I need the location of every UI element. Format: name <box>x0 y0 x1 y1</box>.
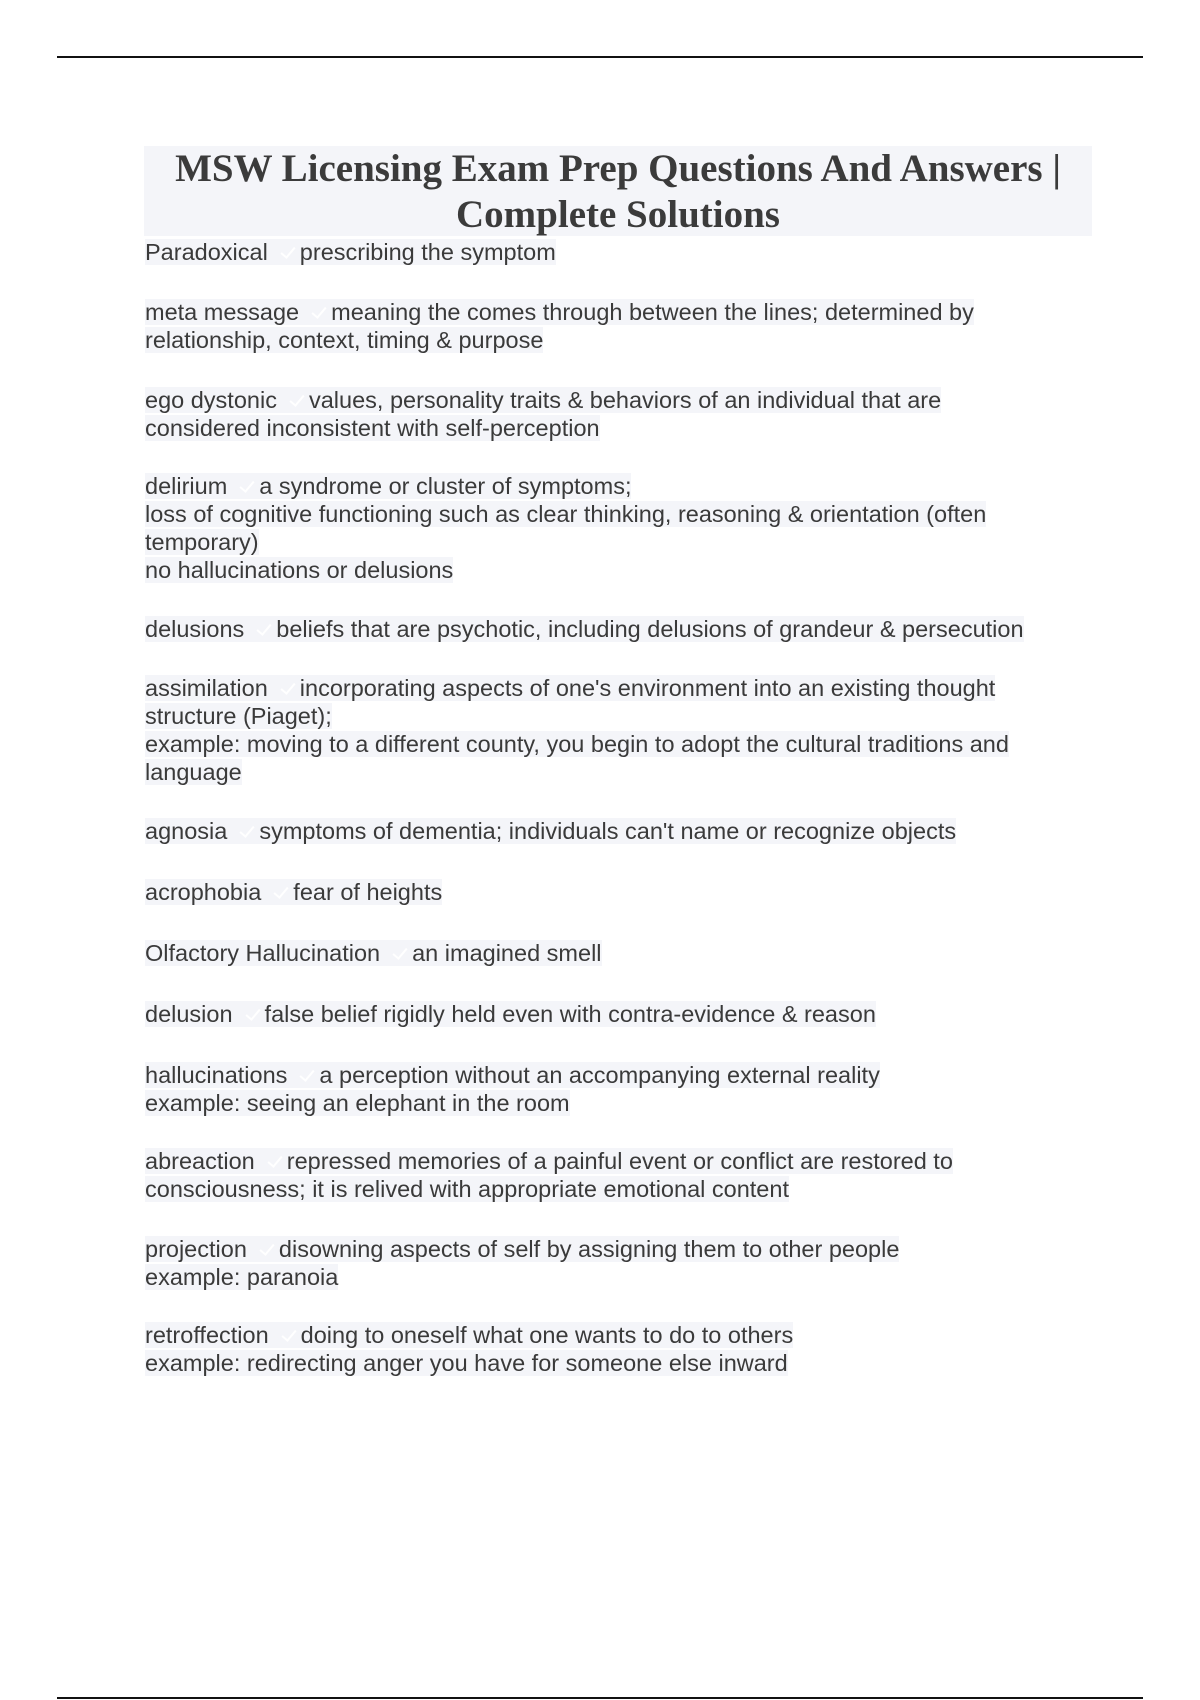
entry-term: abreaction <box>145 1148 255 1174</box>
entry-definition-text: no hallucinations or delusions <box>145 557 454 583</box>
entry-first-line <box>145 238 1085 266</box>
entry-line-highlight <box>145 1264 338 1290</box>
entry-definition-text: fear of heights <box>293 879 443 905</box>
entry-line-highlight <box>145 1350 788 1376</box>
check-icon <box>277 242 299 264</box>
entry-definition-text: example: redirecting anger you have for someone else inward <box>145 1350 788 1376</box>
check-icon <box>253 619 275 641</box>
entry-continuation-line <box>145 1089 1085 1117</box>
entry-line-highlight <box>145 1090 570 1116</box>
entry-line-highlight <box>145 1176 789 1202</box>
entry-definition-text: considered inconsistent with self-perception <box>145 415 600 441</box>
entry-line-highlight <box>145 415 600 441</box>
entry-definition-text: language <box>145 759 242 785</box>
entry-first-line <box>145 298 1085 326</box>
flashcard-entry <box>145 674 1085 786</box>
entry-first-line <box>145 939 1085 967</box>
entry-line-highlight <box>145 1148 953 1174</box>
entry-continuation-line <box>145 758 1085 786</box>
flashcard-entry <box>145 1235 1085 1291</box>
check-icon <box>256 1239 278 1261</box>
entry-term: Olfactory Hallucination <box>145 940 381 966</box>
entry-line-highlight <box>145 1001 876 1027</box>
entry-definition-text: example: seeing an elephant in the room <box>145 1090 570 1116</box>
entry-term: projection <box>145 1236 247 1262</box>
flashcard-entry <box>145 1321 1085 1377</box>
entry-line-highlight <box>145 940 602 966</box>
entry-term: Paradoxical <box>145 239 268 265</box>
check-icon <box>270 882 292 904</box>
entry-definition-text: beliefs that are psychotic, including delusions of grandeur & persecution <box>276 616 1024 642</box>
entry-continuation-line <box>145 414 1085 442</box>
entry-line-highlight <box>145 387 941 413</box>
entry-continuation-line <box>145 556 1085 584</box>
entry-first-line <box>145 1000 1085 1028</box>
entry-term: delusions <box>145 616 245 642</box>
check-icon <box>277 678 299 700</box>
entry-definition-text: false belief rigidly held even with contra-evidence & reason <box>264 1001 876 1027</box>
entry-line-highlight <box>145 879 442 905</box>
entry-line-highlight <box>145 818 956 844</box>
entry-first-line <box>145 878 1085 906</box>
entry-definition-text: symptoms of dementia; individuals can't name or recognize objects <box>259 818 957 844</box>
entry-definition-text: repressed memories of a painful event or conflict are restored to <box>286 1148 953 1174</box>
bottom-divider <box>57 1697 1143 1699</box>
entry-definition-text: loss of cognitive functioning such as clear thinking, reasoning & orientation (often <box>145 501 987 527</box>
entry-first-line <box>145 386 1085 414</box>
check-icon <box>389 943 411 965</box>
flashcard-list <box>145 238 1085 1377</box>
entry-continuation-line <box>145 730 1085 758</box>
entry-line-highlight <box>145 327 543 353</box>
entry-line-highlight <box>145 1236 899 1262</box>
entry-term: ego dystonic <box>145 387 277 413</box>
entry-first-line <box>145 817 1085 845</box>
entry-term: acrophobia <box>145 879 262 905</box>
entry-first-line <box>145 1061 1085 1089</box>
entry-term: delusion <box>145 1001 233 1027</box>
flashcard-entry <box>145 1000 1085 1028</box>
check-icon <box>286 390 308 412</box>
entry-line-highlight <box>145 299 974 325</box>
entry-line-highlight <box>145 616 1024 642</box>
flashcard-entry <box>145 1147 1085 1203</box>
entry-definition-text: prescribing the symptom <box>299 239 556 265</box>
title-line-2: Complete Solutions <box>456 193 780 236</box>
entry-continuation-line <box>145 528 1085 556</box>
entry-first-line <box>145 674 1085 702</box>
entry-continuation-line <box>145 1349 1085 1377</box>
entry-continuation-line <box>145 326 1085 354</box>
entry-line-highlight <box>145 557 453 583</box>
check-icon <box>278 1325 300 1347</box>
entry-term: delirium <box>145 473 228 499</box>
flashcard-entry <box>145 878 1085 906</box>
entry-definition-text: relationship, context, timing & purpose <box>145 327 544 353</box>
check-icon <box>236 476 258 498</box>
flashcard-entry <box>145 386 1085 442</box>
check-icon <box>236 821 258 843</box>
entry-first-line <box>145 472 1085 500</box>
entry-line-highlight <box>145 759 242 785</box>
flashcard-entry <box>145 939 1085 967</box>
entry-term: meta message <box>145 299 300 325</box>
document-title <box>144 146 1092 236</box>
entry-definition-text: doing to oneself what one wants to do to others <box>300 1322 794 1348</box>
entry-first-line <box>145 1147 1085 1175</box>
entry-definition-text: disowning aspects of self by assigning them to other people <box>278 1236 900 1262</box>
entry-continuation-line <box>145 1175 1085 1203</box>
entry-definition-text: values, personality traits & behaviors of an individual that are <box>308 387 942 413</box>
entry-definition-text: meaning the comes through between the lines; determined by <box>331 299 974 325</box>
flashcard-entry <box>145 817 1085 845</box>
entry-definition-text: incorporating aspects of one's environment into an existing thought <box>299 675 996 701</box>
entry-definition-text: example: paranoia <box>145 1264 339 1290</box>
entry-line-highlight <box>145 501 986 527</box>
entry-definition-text: a perception without an accompanying external reality <box>319 1062 880 1088</box>
entry-definition-text: a syndrome or cluster of symptoms; <box>259 473 632 499</box>
entry-definition-text: an imagined smell <box>412 940 602 966</box>
entry-line-highlight <box>145 239 556 265</box>
entry-continuation-line <box>145 500 1085 528</box>
entry-definition-text: temporary) <box>145 529 259 555</box>
entry-line-highlight <box>145 675 995 701</box>
flashcard-entry <box>145 472 1085 584</box>
entry-term: assimilation <box>145 675 268 701</box>
title-line-1: MSW Licensing Exam Prep Questions And Answers | <box>175 147 1061 190</box>
flashcard-entry <box>145 238 1085 266</box>
check-icon <box>242 1004 264 1026</box>
entry-line-highlight <box>145 473 631 499</box>
entry-first-line <box>145 1235 1085 1263</box>
check-icon <box>308 302 330 324</box>
check-icon <box>264 1151 286 1173</box>
entry-term: hallucinations <box>145 1062 288 1088</box>
entry-line-highlight <box>145 1062 880 1088</box>
entry-definition-text: consciousness; it is relived with appropriate emotional content <box>145 1176 789 1202</box>
entry-continuation-line <box>145 1263 1085 1291</box>
entry-definition-text: structure (Piaget); <box>145 703 332 729</box>
entry-first-line <box>145 615 1085 643</box>
entry-line-highlight <box>145 731 1009 757</box>
check-icon <box>296 1065 318 1087</box>
entry-term: retroffection <box>145 1322 269 1348</box>
entry-first-line <box>145 1321 1085 1349</box>
top-divider <box>57 56 1143 58</box>
entry-line-highlight <box>145 529 259 555</box>
flashcard-entry <box>145 615 1085 643</box>
flashcard-entry <box>145 1061 1085 1117</box>
entry-definition-text: example: moving to a different county, you begin to adopt the cultural traditions and <box>145 731 1009 757</box>
entry-continuation-line <box>145 702 1085 730</box>
entry-term: agnosia <box>145 818 228 844</box>
flashcard-entry <box>145 298 1085 354</box>
entry-line-highlight <box>145 1322 793 1348</box>
entry-line-highlight <box>145 703 332 729</box>
